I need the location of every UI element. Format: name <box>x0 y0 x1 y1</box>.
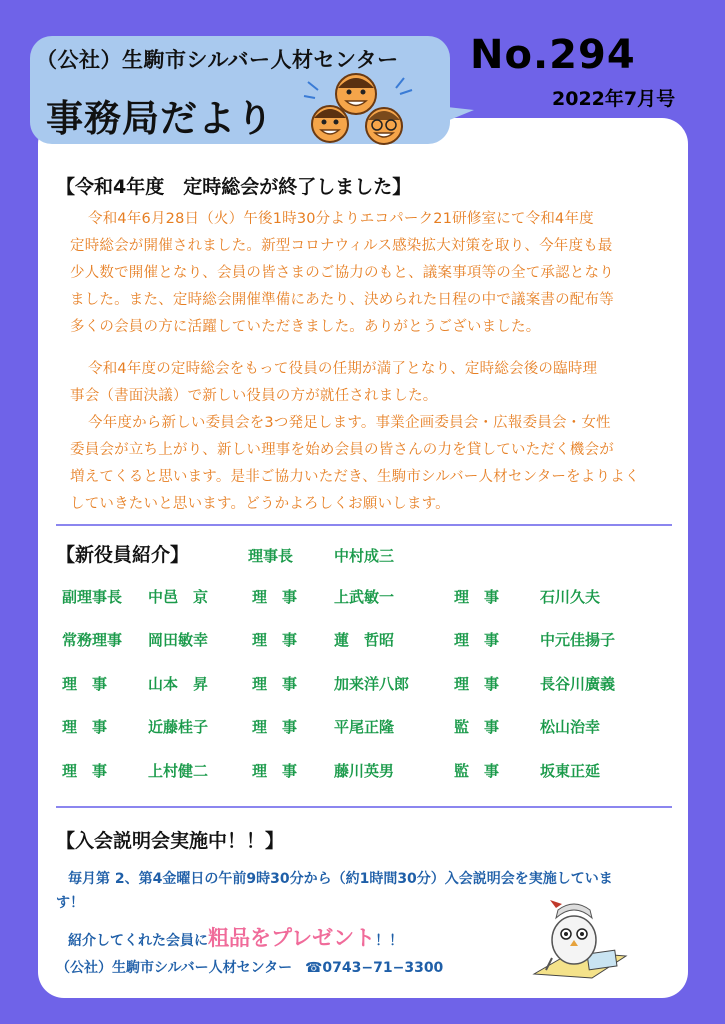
officer-name: 松山治幸 <box>540 718 601 736</box>
officer-name: 蓮 哲昭 <box>334 631 395 649</box>
officer-role: 理 事 <box>62 675 108 693</box>
text-line: ました。また、定時総会開催準備にあたり、決められた日程の中で議案書の配布等 <box>70 292 614 308</box>
officer-name: 長谷川廣義 <box>540 675 616 693</box>
mascot-illustration <box>532 896 628 980</box>
page-title: 事務局だより <box>46 97 274 140</box>
issue-date: 2022年7月号 <box>552 88 676 110</box>
officer-name: 山本 昇 <box>148 675 209 693</box>
officer-name: 岡田敏幸 <box>148 631 209 649</box>
header-bubble-tail <box>420 104 474 132</box>
section-title-general-meeting: 【令和4年度 定時総会が終了しました】 <box>56 176 412 198</box>
officer-name: 平尾正隆 <box>334 718 395 736</box>
orientation-schedule: 毎月第 2、第4金曜日の午前9時30分から（約1時間30分）入会説明会を実施していま <box>68 871 613 887</box>
officer-role: 常務理事 <box>62 631 123 649</box>
officer-name: 加来洋八郎 <box>334 675 410 693</box>
cartoon-faces-illustration <box>300 70 418 150</box>
issue-number: No.294 <box>470 32 636 78</box>
officer-role: 理事長 <box>248 547 294 565</box>
text-line: 多くの会員の方に活躍していただきました。ありがとうございました。 <box>70 319 541 335</box>
text-line: 少人数で開催となり、会員の皆さまのご協力のもと、議案事項等の全て承認となり <box>70 265 614 281</box>
text-line: 増えてくると思います。是非ご協力いただき、生駒市シルバー人材センターをよりよく <box>70 469 640 485</box>
officer-name: 石川久夫 <box>540 588 601 606</box>
referral-text: 紹介してくれた会員に <box>68 933 208 949</box>
officer-role: 理 事 <box>252 675 298 693</box>
contact-info <box>56 957 443 977</box>
contact-org: （公社）生駒市シルバー人材センター <box>56 960 293 976</box>
orientation-schedule-cont: す！ <box>56 895 84 911</box>
referral-exclaim: ！！ <box>375 933 404 949</box>
text-line: 委員会が立ち上がり、新しい理事を始め会員の皆さんの力を貸していただく機会が <box>70 442 614 458</box>
officer-name: 上村健二 <box>148 762 209 780</box>
officer-role: 理 事 <box>252 631 298 649</box>
officer-role: 監 事 <box>454 762 500 780</box>
officer-role: 理 事 <box>454 588 500 606</box>
org-name: （公社）生駒市シルバー人材センター <box>36 48 399 72</box>
officer-role: 理 事 <box>62 718 108 736</box>
officer-role: 理 事 <box>454 675 500 693</box>
officer-role: 理 事 <box>62 762 108 780</box>
officer-name: 上武敏一 <box>334 588 395 606</box>
text-line: 今年度から新しい委員会を3つ発足します。事業企画委員会・広報委員会・女性 <box>88 415 611 431</box>
officer-role: 理 事 <box>252 718 298 736</box>
text-line: 令和4年度の定時総会をもって役員の任期が満了となり、定時総会後の臨時理 <box>88 361 598 377</box>
officer-name: 中邑 京 <box>148 588 209 606</box>
text-line: 事会（書面決議）で新しい役員の方が就任されました。 <box>70 388 438 404</box>
divider <box>56 806 672 808</box>
text-line: していきたいと思います。どうかよろしくお願いします。 <box>70 496 450 512</box>
gift-highlight: 粗品をプレゼント <box>208 926 376 950</box>
referral-gift-note <box>68 922 403 952</box>
paragraph-meeting-report <box>70 206 660 341</box>
section-title-new-officers: 【新役員紹介】 <box>56 544 190 566</box>
officer-role: 監 事 <box>454 718 500 736</box>
officer-role: 副理事長 <box>62 588 123 606</box>
text-line: 定時総会が開催されました。新型コロナウィルス感染拡大対策を取り、今年度も最 <box>70 238 613 254</box>
officer-role: 理 事 <box>252 588 298 606</box>
section-title-orientation: 【入会説明会実施中！！】 <box>56 830 285 852</box>
contact-phone: ☎0743−71−3300 <box>304 960 444 976</box>
text-line: 令和4年6月28日（火）午後1時30分よりエコパーク21研修室にて令和4年度 <box>88 211 594 227</box>
officer-role: 理 事 <box>252 762 298 780</box>
officer-name: 藤川英男 <box>334 762 395 780</box>
officer-name: 坂東正延 <box>540 762 601 780</box>
officer-name: 近藤桂子 <box>148 718 209 736</box>
officer-name: 中元佳揚子 <box>540 631 616 649</box>
paragraph-new-officers <box>70 356 660 518</box>
officer-name: 中村成三 <box>334 547 395 565</box>
divider <box>56 524 672 526</box>
officer-role: 理 事 <box>454 631 500 649</box>
